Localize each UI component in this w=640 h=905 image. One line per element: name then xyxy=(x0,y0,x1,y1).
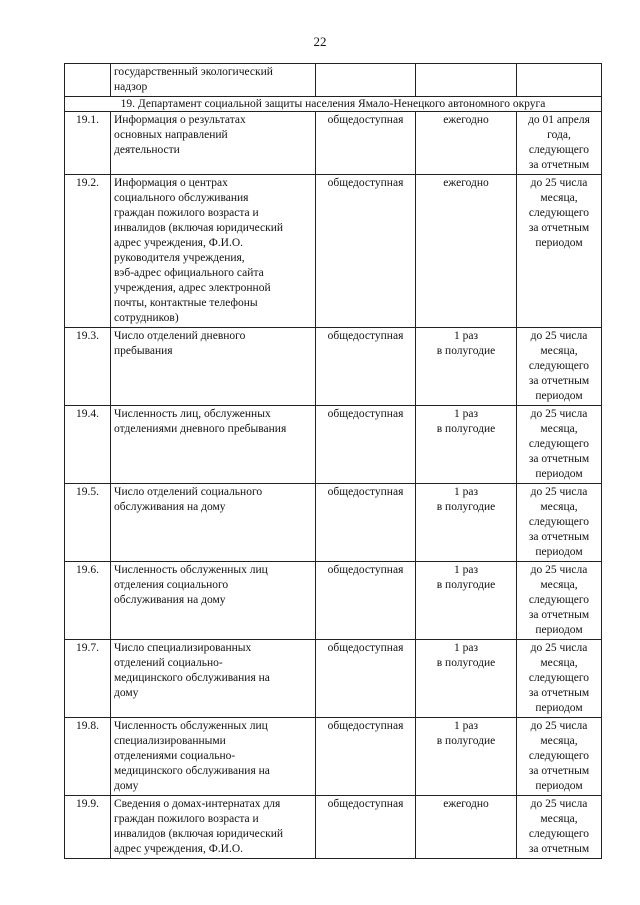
cell-number: 19.1. xyxy=(65,112,111,175)
cell-frequency: ежегодно xyxy=(416,796,517,859)
cell-access: общедоступная xyxy=(316,562,416,640)
table-row xyxy=(65,328,602,406)
cell-number: 19.2. xyxy=(65,175,111,328)
cell-frequency: 1 раз в полугодие xyxy=(416,640,517,718)
cell-information: Численность лиц, обслуженных отделениями дневного пребывания xyxy=(111,406,316,484)
cell-access: общедоступная xyxy=(316,796,416,859)
cell-number: 19.5. xyxy=(65,484,111,562)
cell-number xyxy=(65,64,111,97)
cell-information: Информация о результатах основных направлений деятельности xyxy=(111,112,316,175)
cell-term: до 25 числа месяца, следующего за отчетным периодом xyxy=(517,328,602,406)
table-row xyxy=(65,175,602,328)
cell-frequency: 1 раз в полугодие xyxy=(416,484,517,562)
cell-access: общедоступная xyxy=(316,328,416,406)
section-title: 19. Департамент социальной защиты населения Ямало-Ненецкого автономного округа xyxy=(65,97,602,112)
cell-number: 19.8. xyxy=(65,718,111,796)
cell-term xyxy=(517,64,602,97)
cell-frequency xyxy=(416,64,517,97)
cell-access: общедоступная xyxy=(316,406,416,484)
cell-term: до 25 числа месяца, следующего за отчетным периодом xyxy=(517,640,602,718)
cell-term: до 25 числа месяца, следующего за отчетным периодом xyxy=(517,562,602,640)
cell-term: до 25 числа месяца, следующего за отчетным периодом xyxy=(517,484,602,562)
cell-access: общедоступная xyxy=(316,484,416,562)
cell-term: до 01 апреля года, следующего за отчетным xyxy=(517,112,602,175)
cell-access xyxy=(316,64,416,97)
cell-information: Численность обслуженных лиц специализированными отделениями социально- медицинского обслуживания на дому xyxy=(111,718,316,796)
cell-information: государственный экологический надзор xyxy=(111,64,316,97)
cell-access: общедоступная xyxy=(316,640,416,718)
page-number: 22 xyxy=(313,34,327,49)
cell-term: до 25 числа месяца, следующего за отчетным xyxy=(517,796,602,859)
cell-information: Число специализированных отделений социально- медицинского обслуживания на дому xyxy=(111,640,316,718)
cell-frequency: ежегодно xyxy=(416,112,517,175)
cell-term: до 25 числа месяца, следующего за отчетным периодом xyxy=(517,175,602,328)
cell-number: 19.3. xyxy=(65,328,111,406)
cell-frequency: 1 раз в полугодие xyxy=(416,328,517,406)
cell-information: Численность обслуженных лиц отделения социального обслуживания на дому xyxy=(111,562,316,640)
cell-number: 19.6. xyxy=(65,562,111,640)
cell-frequency: 1 раз в полугодие xyxy=(416,718,517,796)
cell-access: общедоступная xyxy=(316,175,416,328)
cell-frequency: 1 раз в полугодие xyxy=(416,406,517,484)
cell-number: 19.4. xyxy=(65,406,111,484)
cell-information: Число отделений социального обслуживания на дому xyxy=(111,484,316,562)
cell-number: 19.9. xyxy=(65,796,111,859)
table-row-continuation xyxy=(65,64,602,97)
register-table xyxy=(64,63,602,859)
table-row xyxy=(65,796,602,859)
cell-information: Число отделений дневного пребывания xyxy=(111,328,316,406)
cell-term: до 25 числа месяца, следующего за отчетным периодом xyxy=(517,406,602,484)
section-header-row xyxy=(65,97,602,112)
table-row xyxy=(65,406,602,484)
cell-access: общедоступная xyxy=(316,718,416,796)
table-row xyxy=(65,112,602,175)
table-row xyxy=(65,562,602,640)
table-row xyxy=(65,640,602,718)
cell-number: 19.7. xyxy=(65,640,111,718)
table-row xyxy=(65,484,602,562)
cell-information: Сведения о домах-интернатах для граждан пожилого возраста и инвалидов (включая юридический адрес учреждения, Ф.И.О. xyxy=(111,796,316,859)
cell-access: общедоступная xyxy=(316,112,416,175)
cell-frequency: 1 раз в полугодие xyxy=(416,562,517,640)
cell-term: до 25 числа месяца, следующего за отчетным периодом xyxy=(517,718,602,796)
table-row xyxy=(65,718,602,796)
cell-information: Информация о центрах социального обслуживания граждан пожилого возраста и инвалидов (включая юридический адрес учреждения, Ф.И.О. руководителя учреждения, вэб-адрес официального сайта учреждения, адрес электронной почты, контактные телефоны сотрудников) xyxy=(111,175,316,328)
cell-frequency: ежегодно xyxy=(416,175,517,328)
